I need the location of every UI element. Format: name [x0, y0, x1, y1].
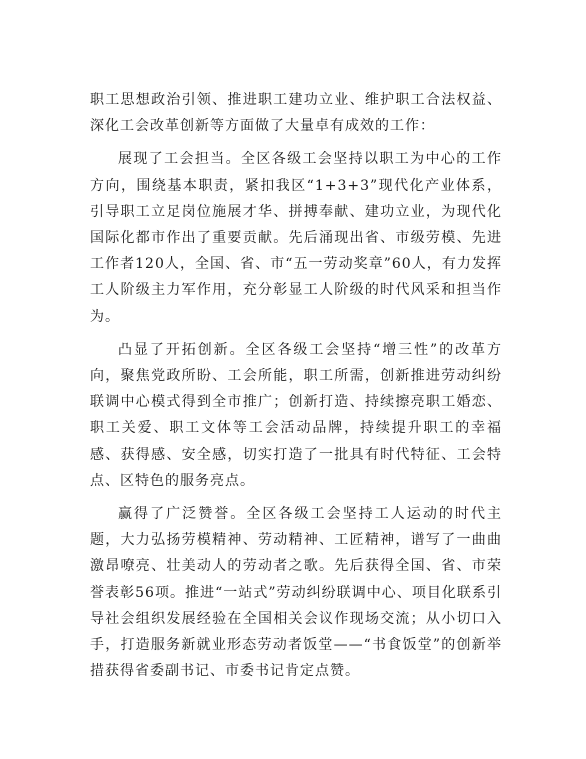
paragraph-union-responsibility: 展现了工会担当。全区各级工会坚持以职工为中心的工作方向，围绕基本职责，紧扣我区“1+3+3”现代化产业体系，引导职工立足岗位施展才华、拼搏奉献、建功立业，为现代化国际化都市作出了重要贡献。先后涌现出省、市级劳模、先进工作者120人，全国、省、市“五一劳动奖章”60人，有力发挥工人阶级主力军作用，充分彰显工人阶级的时代风采和担当作为。 [90, 151, 502, 325]
document-body [90, 87, 502, 684]
paragraph-innovation: 凸显了开拓创新。全区各级工会坚持“增三性”的改革方向，聚焦党政所盼、工会所能，职工所需，创新推进劳动纠纷联调中心模式得到全市推广；创新打造、持续擦亮职工婚恋、职工关爱、职工文体等工会活动品牌，持续提升职工的幸福感、获得感、安全感，切实打造了一批具有时代特征、工会特点、区特色的服务亮点。 [90, 341, 502, 489]
paragraph-recognition: 赢得了广泛赞誉。全区各级工会坚持工人运动的时代主题，大力弘扬劳模精神、劳动精神、工匠精神，谱写了一曲曲激昂嘹亮、壮美动人的劳动者之歌。先后获得全国、省、市荣誉表彰56项。推进“一站式”劳动纠纷联调中心、项目化联系引导社会组织发展经验在全国相关会议作现场交流；从小切口入手，打造服务新就业形态劳动者饭堂——“书食饭堂”的创新举措获得省委副书记、市委书记肯定点赞。 [90, 506, 502, 680]
paragraph-intro-continuation: 职工思想政治引领、推进职工建功立业、维护职工合法权益、深化工会改革创新等方面做了大量卓有成效的工作： [90, 92, 502, 135]
